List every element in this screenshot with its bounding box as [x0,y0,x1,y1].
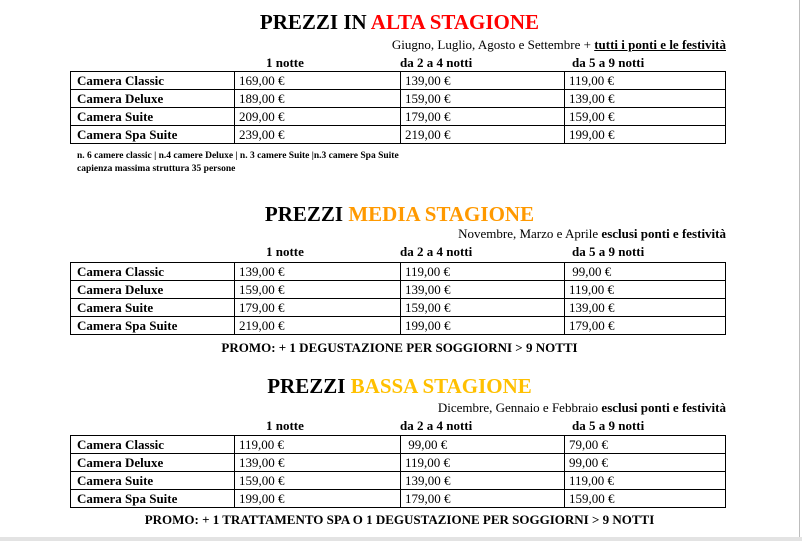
alta-months-extra: tutti i ponti e le festività [594,37,726,52]
table-row [71,454,726,472]
price-cell: 139,00 € [235,454,401,472]
price-cell: 159,00 € [235,472,401,490]
table-row [71,490,726,508]
price-cell: 199,00 € [235,490,401,508]
media-col-3: da 5 a 9 notti [572,244,645,259]
price-cell: 99,00 € [565,263,726,281]
room-name: Camera Suite [71,299,235,317]
page-edge-bottom [0,537,802,541]
price-cell: 159,00 € [401,299,565,317]
room-name: Camera Spa Suite [71,126,235,144]
alta-col-1: 1 notte [266,55,304,70]
table-row [71,281,726,299]
room-name: Camera Spa Suite [71,490,235,508]
room-name: Camera Suite [71,108,235,126]
room-name: Camera Deluxe [71,454,235,472]
price-cell: 119,00 € [565,472,726,490]
media-price-table [70,262,726,335]
room-name: Camera Spa Suite [71,317,235,335]
media-title-highlight: MEDIA STAGIONE [348,202,535,226]
bassa-promo: PROMO: + 1 TRATTAMENTO SPA O 1 DEGUSTAZIONE PER SOGGIORNI > 9 NOTTI [144,512,655,527]
price-cell: 169,00 € [235,72,401,90]
room-name: Camera Deluxe [71,281,235,299]
media-months-extra: esclusi ponti e festività [601,226,726,241]
table-row [71,90,726,108]
price-cell: 139,00 € [401,72,565,90]
media-promo: PROMO: + 1 DEGUSTAZIONE PER SOGGIORNI > 9 NOTTI [221,340,578,355]
alta-col-2: da 2 a 4 notti [400,55,473,70]
price-cell: 239,00 € [235,126,401,144]
bassa-col-2: da 2 a 4 notti [400,418,473,433]
media-title-prefix: PREZZI [264,202,349,226]
bassa-months-text: Dicembre, Gennaio e Febbraio [437,400,602,415]
bassa-title-prefix: PREZZI [267,374,351,398]
media-col-2: da 2 a 4 notti [400,244,473,259]
media-col-1: 1 notte [266,244,304,259]
alta-months [392,37,726,52]
price-cell: 179,00 € [565,317,726,335]
bassa-price-table [70,435,726,508]
room-name: Camera Classic [71,72,235,90]
bassa-title [0,374,799,398]
price-cell: 159,00 € [565,108,726,126]
bassa-months-extra: esclusi ponti e festività [601,400,726,415]
price-cell: 159,00 € [565,490,726,508]
price-cell: 139,00 € [401,472,565,490]
media-title [0,202,799,226]
price-cell: 209,00 € [235,108,401,126]
room-name: Camera Classic [71,263,235,281]
price-cell: 219,00 € [235,317,401,335]
price-cell: 219,00 € [401,126,565,144]
price-cell: 139,00 € [401,281,565,299]
media-months [458,226,726,241]
price-cell: 119,00 € [565,72,726,90]
table-row [71,108,726,126]
room-name: Camera Suite [71,472,235,490]
table-row [71,72,726,90]
price-cell: 189,00 € [235,90,401,108]
page-edge-right [799,0,800,541]
bassa-title-highlight: BASSA STAGIONE [350,374,532,398]
alta-price-table [70,71,726,144]
table-row [71,317,726,335]
table-row [71,472,726,490]
alta-months-text: Giugno, Luglio, Agosto e Settembre + [391,37,595,52]
table-row [71,299,726,317]
bassa-months [438,400,726,415]
price-cell: 79,00 € [565,436,726,454]
alta-title-prefix: PREZZI IN [259,10,371,34]
price-cell: 119,00 € [401,454,565,472]
alta-title [0,10,799,34]
price-cell: 199,00 € [401,317,565,335]
alta-col-3: da 5 a 9 notti [572,55,645,70]
table-row [71,263,726,281]
alta-note-rooms: n. 6 camere classic | n.4 camere Deluxe | n. 3 camere Suite |n.3 camere Spa Suite [77,151,399,161]
price-cell: 179,00 € [235,299,401,317]
bassa-col-1: 1 notte [266,418,304,433]
price-cell: 139,00 € [565,299,726,317]
price-cell: 179,00 € [401,108,565,126]
bassa-col-3: da 5 a 9 notti [572,418,645,433]
price-cell: 119,00 € [235,436,401,454]
media-months-text: Novembre, Marzo e Aprile [458,226,602,241]
price-cell: 119,00 € [401,263,565,281]
table-row [71,436,726,454]
price-cell: 159,00 € [401,90,565,108]
alta-title-highlight: ALTA STAGIONE [370,10,540,34]
alta-note-capacity: capienza massima struttura 35 persone [77,164,236,174]
room-name: Camera Deluxe [71,90,235,108]
price-cell: 139,00 € [565,90,726,108]
price-cell: 139,00 € [235,263,401,281]
price-cell: 99,00 € [401,436,565,454]
room-name: Camera Classic [71,436,235,454]
price-cell: 99,00 € [565,454,726,472]
price-cell: 199,00 € [565,126,726,144]
price-cell: 179,00 € [401,490,565,508]
price-cell: 119,00 € [565,281,726,299]
price-cell: 159,00 € [235,281,401,299]
table-row [71,126,726,144]
